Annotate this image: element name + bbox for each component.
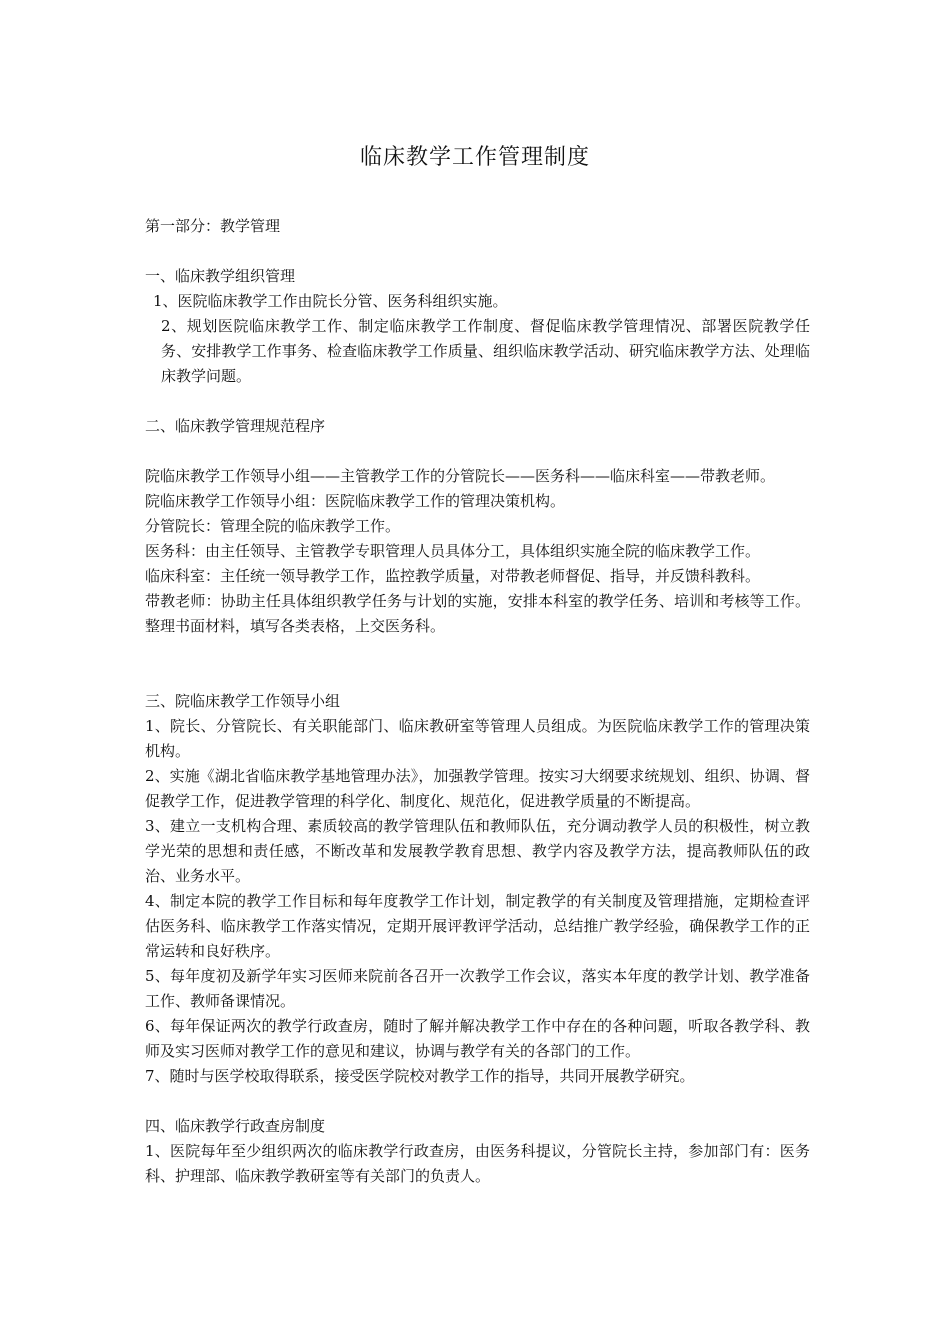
section-2-para-2: 院临床教学工作领导小组：医院临床教学工作的管理决策机构。 [145, 492, 566, 510]
spacer [145, 1089, 810, 1114]
section-heading-3: 三、院临床教学工作领导小组 [145, 692, 341, 710]
section-3-item-5: 5、每年度初及新学年实习医师来院前各召开一次教学工作会议，落实本年度的教学计划、教学准备工作、教师备课情况。 [145, 967, 810, 1010]
section-3-item-4: 4、制定本院的教学工作目标和每年度教学工作计划，制定教学的有关制度及管理措施，定期检查评估医务科、临床教学工作落实情况，定期开展评教评学活动，总结推广教学经验，确保教学工作的正常运转和良好秩序。 [145, 892, 810, 960]
section-3-item-3: 3、建立一支机构合理、素质较高的教学管理队伍和教师队伍，充分调动教学人员的积极性，树立教学光荣的思想和责任感，不断改革和发展教学教育思想、教学内容及教学方法，提高教师队伍的政治、业务水平。 [145, 817, 810, 885]
spacer [145, 639, 810, 689]
section-4-item-1: 1、医院每年至少组织两次的临床教学行政查房，由医务科提议，分管院长主持，参加部门有：医务科、护理部、临床教学教研室等有关部门的负责人。 [145, 1142, 810, 1185]
section-3-item-6: 6、每年保证两次的教学行政查房，随时了解并解决教学工作中存在的各种问题，听取各教学科、教师及实习医师对教学工作的意见和建议，协调与教学有关的各部门的工作。 [145, 1017, 810, 1060]
section-2-para-3: 分管院长：管理全院的临床教学工作。 [145, 517, 401, 535]
section-2-para-6: 带教老师：协助主任具体组织教学任务与计划的实施，安排本科室的教学任务、培训和考核等工作。整理书面材料，填写各类表格，上交医务科。 [145, 592, 810, 635]
section-3-item-2: 2、实施《湖北省临床教学基地管理办法》，加强教学管理。按实习大纲要求统规划、组织、协调、督促教学工作，促进教学管理的科学化、制度化、规范化，促进教学质量的不断提高。 [145, 767, 810, 810]
part-heading: 第一部分：教学管理 [145, 217, 281, 235]
document-body [145, 214, 810, 1189]
spacer [145, 439, 810, 464]
section-1-item-1: 1、医院临床教学工作由院长分管、医务科组织实施。 [153, 292, 508, 310]
section-1-item-2: 2、规划医院临床教学工作、制定临床教学工作制度、督促临床教学管理情况、部署医院教学任务、安排教学工作事务、检查临床教学工作质量、组织临床教学活动、研究临床教学方法、处理临床教学问题。 [161, 317, 810, 385]
section-heading-2: 二、临床教学管理规范程序 [145, 417, 326, 435]
document-title: 临床教学工作管理制度 [359, 145, 590, 170]
spacer [145, 389, 810, 414]
section-3-item-1: 1、院长、分管院长、有关职能部门、临床教研室等管理人员组成。为医院临床教学工作的管理决策机构。 [145, 717, 810, 760]
section-2-para-1: 院临床教学工作领导小组——主管教学工作的分管院长——医务科——临床科室——带教老师。 [145, 467, 776, 485]
section-heading-4: 四、临床教学行政查房制度 [145, 1117, 326, 1135]
spacer [145, 239, 810, 264]
section-2-para-5: 临床科室：主任统一领导教学工作，监控教学质量，对带教老师督促、指导，并反馈科教科。 [145, 567, 761, 585]
section-2-para-4: 医务科：由主任领导、主管教学专职管理人员具体分工，具体组织实施全院的临床教学工作。 [145, 542, 761, 560]
section-heading-1: 一、临床教学组织管理 [145, 267, 296, 285]
section-3-item-7: 7、随时与医学校取得联系，接受医学院校对教学工作的指导，共同开展教学研究。 [145, 1067, 695, 1085]
